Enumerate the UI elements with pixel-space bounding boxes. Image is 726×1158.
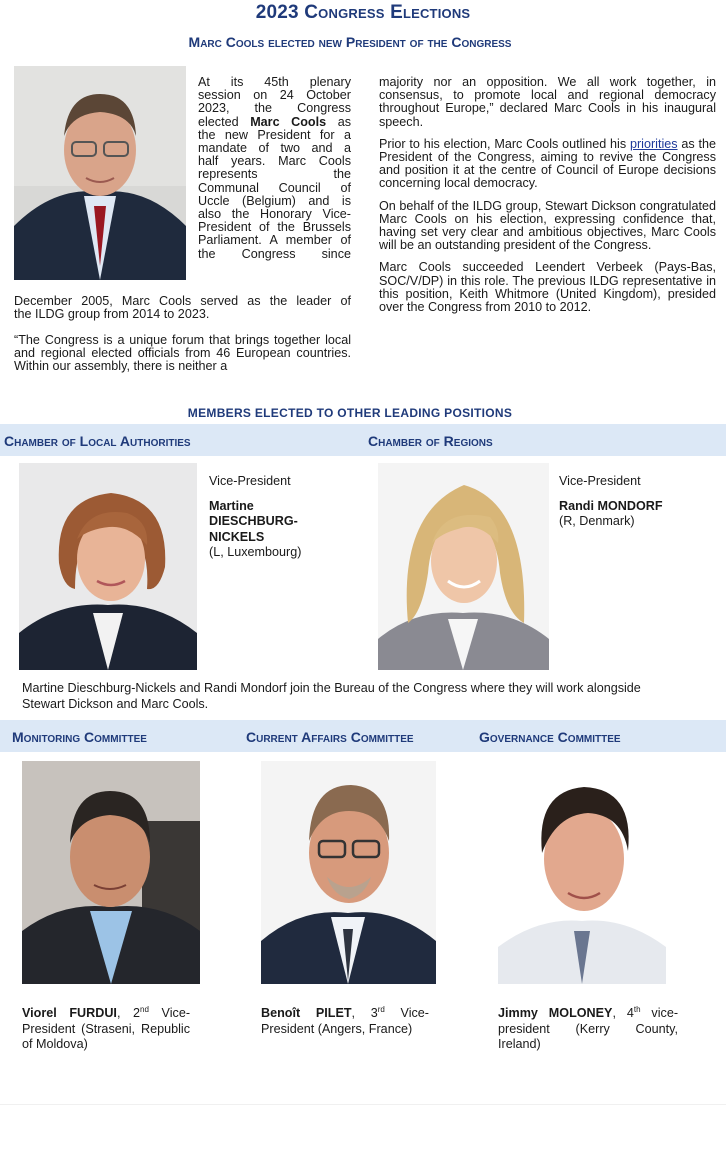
intro-line-end: as — [337, 114, 352, 129]
quote-continuation: majority nor an opposition. We all work together, in consensus, to promote local and regional democracy throughout Europe,” declared Marc Cools in his inaugural speech. — [379, 75, 716, 129]
intro-line: Parliament. A member of — [198, 233, 351, 248]
succession-paragraph: Marc Cools succeeded Leendert Verbeek (Pays-Bas, SOC/V/DP) in this role. The previous ILDG representative in this position, Keith Whitmore (United Kingdom), presided over the Congress from 2010 to 2012. — [379, 260, 716, 315]
furdui-photo-icon — [22, 761, 200, 984]
intro-continuation — [14, 295, 351, 321]
pilet-ordinal: 3 — [370, 1006, 378, 1021]
priorities-text-before: Prior to his election, Marc Cools outlined his — [379, 136, 627, 151]
pilet-caption: Benoît PILET, 3rd Vice-President (Angers, France) — [261, 1005, 429, 1036]
portrait-mondorf — [378, 463, 549, 670]
local-vp-name-line1: Martine — [209, 498, 254, 513]
moloney-ordinal: 4 — [626, 1006, 634, 1021]
priorities-link[interactable]: priorities — [629, 136, 678, 151]
page-subtitle: Marc Cools elected new President of the Congress — [188, 34, 512, 50]
intro-line: the new President for a — [198, 127, 351, 142]
pilet-name: Benoît PILET — [261, 1006, 352, 1021]
portrait-dieschburg — [19, 463, 197, 670]
priorities-text-after: as the President of the Congress, aiming to revive the Congress and position it at the centre of Council of Europe decisions concerning local democracy. — [379, 136, 716, 191]
regions-vp-info — [559, 474, 719, 530]
quote-paragraph: “The Congress is a unique forum that brings together local and regional elected officials from 46 European countries. Within our assembly, there is neither a — [14, 333, 351, 374]
intro-line: also the Honorary Vice- — [198, 207, 351, 222]
monitoring-committee-title: Monitoring Committee — [12, 729, 147, 745]
regions-vp-name: Randi MONDORF — [559, 498, 663, 513]
intro-line: the ILDG group from 2014 to 2023. — [14, 307, 210, 322]
priorities-paragraph — [379, 138, 716, 191]
intro-line: the Congress since — [198, 246, 351, 261]
intro-line: Communal Council of — [198, 180, 351, 195]
moloney-name: Jimmy MOLONEY — [498, 1006, 613, 1021]
local-vp-name-line3: NICKELS — [209, 529, 265, 544]
furdui-details: Vice-President (Straseni, Republic of Moldova) — [22, 1006, 191, 1052]
current-affairs-committee-title: Current Affairs Committee — [246, 729, 414, 745]
moloney-ordinal-suffix: th — [633, 1005, 641, 1014]
chamber-local-title: Chamber of Local Authorities — [4, 433, 191, 449]
moloney-photo-icon — [498, 761, 666, 984]
intro-line: Uccle (Belgium) and is — [198, 193, 351, 208]
governance-committee-title: Governance Committee — [479, 729, 621, 745]
regions-vp-role: Vice-President — [559, 474, 641, 488]
portrait-furdui — [22, 761, 200, 984]
furdui-caption: Viorel FURDUI, 2nd Vice-President (Straseni, Republic of Moldova) — [22, 1005, 191, 1052]
bottom-rule — [0, 1104, 726, 1105]
dieschburg-photo-icon — [19, 463, 197, 670]
intro-line: session on 24 October — [198, 88, 351, 103]
intro-line: mandate of two and a — [198, 141, 351, 156]
intro-line: President of the Brussels — [198, 220, 351, 235]
right-column — [379, 76, 716, 314]
members-heading: MEMBERS ELECTED TO OTHER LEADING POSITIONS — [187, 406, 513, 420]
marc-cools-photo-icon — [14, 66, 186, 280]
furdui-ordinal-suffix: nd — [140, 1005, 149, 1014]
portrait-moloney — [498, 761, 666, 984]
local-vp-detail: (L, Luxembourg) — [209, 545, 302, 559]
intro-line-start: elected — [198, 114, 239, 129]
furdui-ordinal: 2 — [133, 1006, 141, 1021]
intro-line: December 2005, Marc Cools served as the leader of — [14, 294, 351, 308]
portrait-marc-cools — [14, 66, 186, 280]
bureau-note: Martine Dieschburg-Nickels and Randi Mondorf join the Bureau of the Congress where they will work alongside Stewart Dickson and Marc Cools. — [22, 681, 641, 711]
congratulation-paragraph: On behalf of the ILDG group, Stewart Dickson congratulated Marc Cools on his election, expressing confidence that, having set very clear and ambitious objectives, Marc Cools will be an outstanding president of the Congress. — [379, 198, 716, 253]
intro-line: half years. Marc Cools — [198, 154, 351, 169]
intro-line — [198, 116, 351, 129]
intro-line: 2023, the Congress — [198, 101, 351, 116]
intro-column — [198, 76, 351, 261]
regions-vp-detail: (R, Denmark) — [559, 514, 635, 528]
committees-band — [0, 720, 726, 752]
pilet-photo-icon — [261, 761, 436, 984]
page-title: 2023 Congress Elections — [255, 2, 471, 23]
furdui-name: Viorel FURDUI — [22, 1006, 117, 1021]
moloney-caption: Jimmy MOLONEY, 4th vice-president (Kerry County, Ireland) — [498, 1005, 679, 1052]
pilet-details: Vice-President (Angers, France) — [261, 1006, 429, 1036]
mondorf-photo-icon — [378, 463, 549, 670]
local-vp-info — [209, 474, 359, 561]
local-vp-role: Vice-President — [209, 474, 291, 488]
chambers-band — [0, 424, 726, 456]
intro-line: At its 45th plenary — [198, 75, 351, 89]
portrait-pilet — [261, 761, 436, 984]
moloney-details: vice-president (Kerry County, Ireland) — [498, 1006, 679, 1052]
intro-line: represents the — [198, 167, 351, 182]
local-vp-name-line2: DIESCHBURG- — [209, 514, 298, 528]
pilet-ordinal-suffix: rd — [377, 1005, 385, 1014]
chamber-regions-title: Chamber of Regions — [368, 433, 493, 449]
president-name: Marc Cools — [250, 114, 327, 129]
